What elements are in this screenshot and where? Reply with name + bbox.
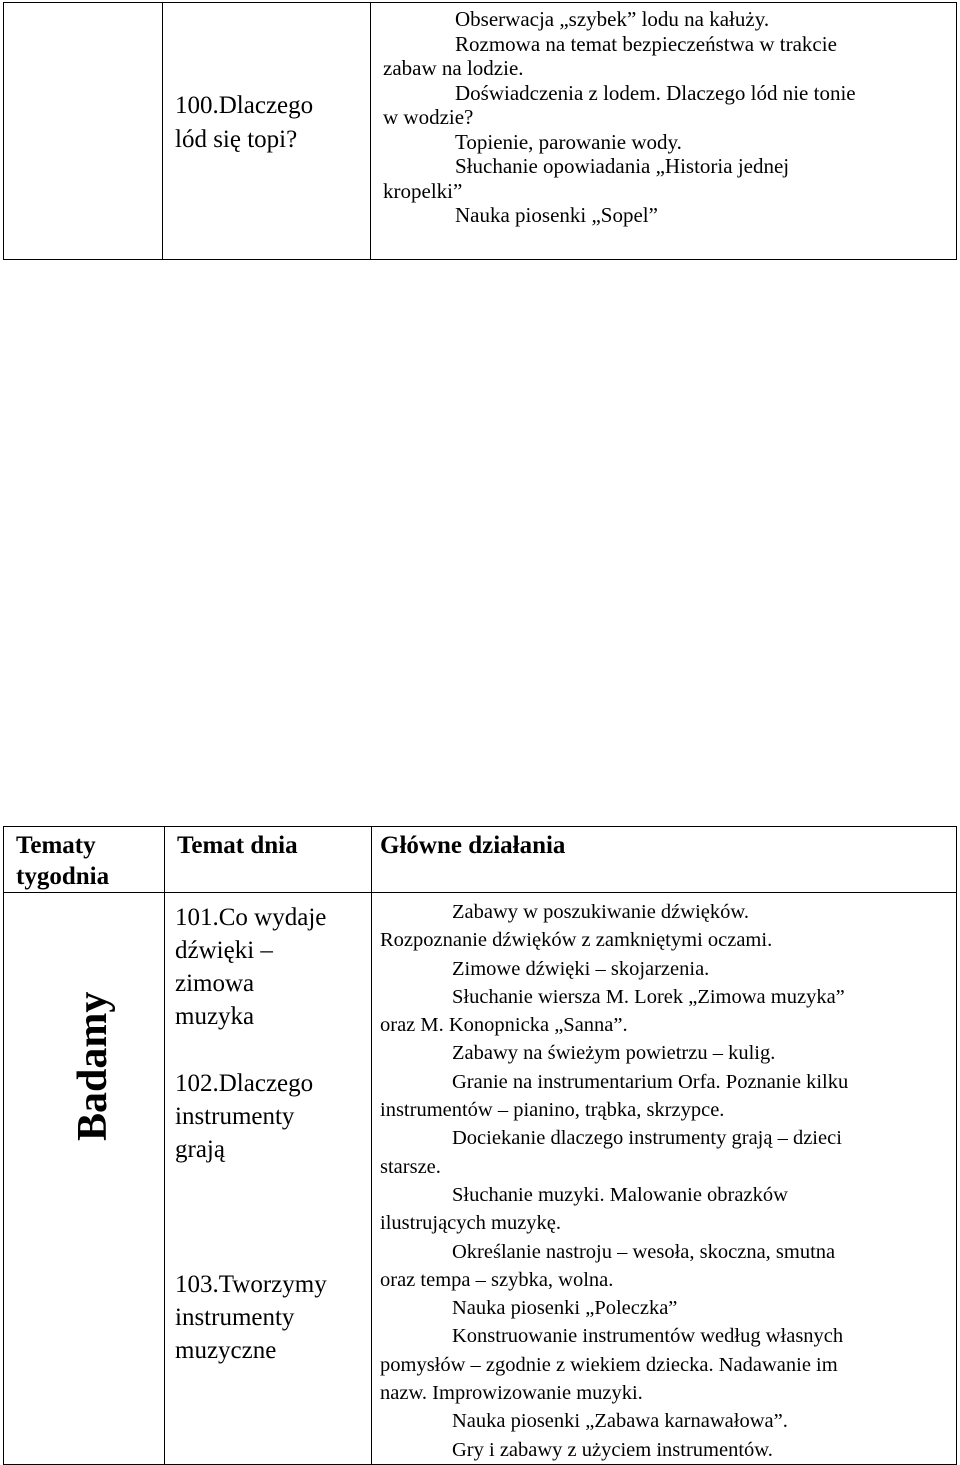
week-topic-cell-empty <box>4 3 163 260</box>
day-topic-line: muzyczne <box>175 1337 277 1364</box>
activity-line: starsze. <box>380 1155 441 1178</box>
activity-line: Nauka piosenki „Poleczka” <box>452 1297 678 1320</box>
activity-line: Obserwacja „szybek” lodu na kałuży. <box>455 7 770 31</box>
header-row <box>4 827 957 893</box>
activity-line: Słuchanie opowiadania „Historia jednej <box>455 154 790 178</box>
week-topic: Badamy <box>70 991 116 1141</box>
day-topic-line: 100.Dlaczego <box>175 92 314 119</box>
table-row <box>4 893 957 1465</box>
activity-line: oraz M. Konopnicka „Sanna”. <box>380 1014 628 1037</box>
header-day-topic-label: Temat dnia <box>177 832 298 859</box>
activity-line: w wodzie? <box>383 105 474 129</box>
activities-list <box>371 3 956 228</box>
activity-line: nazw. Improwizowanie muzyki. <box>380 1382 643 1405</box>
main-activities-cell <box>372 893 957 1465</box>
top-table <box>3 2 957 260</box>
activity-line: Słuchanie wiersza M. Lorek „Zimowa muzyka” <box>452 985 845 1008</box>
day-topic-line: 101.Co wydaje <box>175 904 327 931</box>
activity-line: zabaw na lodzie. <box>383 56 524 80</box>
activity-line: Doświadczenia z lodem. Dlaczego lód nie tonie <box>455 80 856 105</box>
activity-line: Dociekanie dlaczego instrumenty grają – dzieci <box>452 1127 842 1150</box>
activity-line: Zimowe dźwięki – skojarzenia. <box>452 957 710 980</box>
header-week-topics-line: Tematy <box>16 832 96 859</box>
day-topic-cell <box>163 3 371 260</box>
activity-line: Konstruowanie instrumentów według własnych <box>452 1325 844 1348</box>
day-topics-cell <box>165 893 372 1465</box>
day-topic-101 <box>175 901 371 1033</box>
activity-line: Rozpoznanie dźwięków z zamkniętymi oczami. <box>380 929 773 952</box>
activity-line: kropelki” <box>383 178 463 203</box>
header-main-activities <box>372 827 957 893</box>
activity-line: Topienie, parowanie wody. <box>455 129 682 154</box>
day-topic-line: instrumenty <box>175 1103 295 1130</box>
curriculum-table <box>3 826 957 1465</box>
activity-line: instrumentów – pianino, trąbka, skrzypce. <box>380 1099 725 1122</box>
day-topic-102 <box>175 1067 371 1166</box>
week-topic-cell <box>4 893 165 1465</box>
day-topic-line: 103.Tworzymy <box>175 1271 327 1298</box>
activity-line: Granie na instrumentarium Orfa. Poznanie kilku <box>452 1070 849 1093</box>
header-day-topic <box>165 827 372 893</box>
day-topic-line: instrumenty <box>175 1304 295 1331</box>
activity-line: Rozmowa na temat bezpieczeństwa w trakcie <box>455 31 837 56</box>
day-topic-line: muzyka <box>175 1003 255 1030</box>
table-row <box>4 3 957 260</box>
day-topics-list <box>165 893 371 1367</box>
day-topic-100 <box>163 3 370 157</box>
day-topic-line: grają <box>175 1136 225 1163</box>
main-activities-list <box>372 893 956 1464</box>
activity-line: Nauka piosenki „Zabawa karnawałowa”. <box>452 1410 788 1433</box>
activity-line: oraz tempa – szybka, wolna. <box>380 1268 614 1291</box>
header-week-topics <box>4 827 165 893</box>
activity-line: ilustrujących muzykę. <box>380 1212 562 1235</box>
activity-line: Zabawy na świeżym powietrzu – kulig. <box>452 1042 776 1065</box>
header-main-activities-label: Główne działania <box>380 832 566 859</box>
day-topic-line: 102.Dlaczego <box>175 1070 314 1097</box>
activity-line: Zabawy w poszukiwanie dźwięków. <box>452 901 749 923</box>
day-topic-line: zimowa <box>175 970 255 997</box>
activities-cell <box>371 3 957 260</box>
day-topic-103 <box>175 1268 371 1367</box>
activity-line: Nauka piosenki „Sopel” <box>455 203 658 227</box>
activity-line: Określanie nastroju – wesoła, skoczna, smutna <box>452 1240 836 1263</box>
activity-line: Gry i zabawy z użyciem instrumentów. <box>452 1438 773 1461</box>
header-week-topics-line: tygodnia <box>16 863 110 890</box>
day-topic-line: dźwięki – <box>175 937 273 964</box>
day-topic-line: lód się topi? <box>175 126 298 153</box>
activity-line: Słuchanie muzyki. Malowanie obrazków <box>452 1183 788 1206</box>
activity-line: pomysłów – zgodnie z wiekiem dziecka. Nadawanie im <box>380 1353 838 1376</box>
